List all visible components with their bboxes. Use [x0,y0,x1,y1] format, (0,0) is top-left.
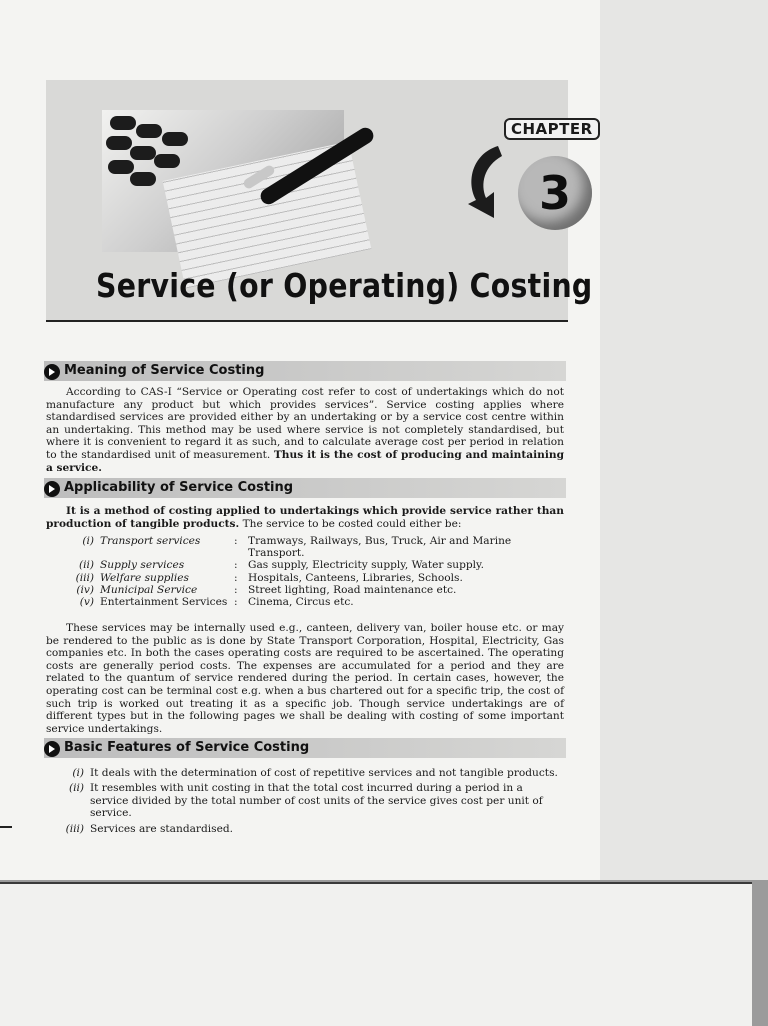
chapter-number-circle [518,156,592,230]
service-types-list [56,535,568,608]
list-item-number: (i) [82,535,94,547]
list-item-desc: Tramways, Railways, Bus, Truck, Air and Marine Transport. [248,535,512,560]
section-heading-meaning [44,361,566,381]
list-item-colon: : [234,596,238,609]
list-item-desc: Hospitals, Canteens, Libraries, Schools. [248,571,463,584]
applicability-paragraph: These services may be internally used e.g., canteen, delivery van, boiler house etc. or may be rendered to the public as is done by State Transport Corporation, Hospital, Electricity, Gas companies etc. In both the cases operating costs are required to be ascertained. The operating costs are generally period costs. The expenses are accumulated for a period and they are related to the quantum of service rendered during the period. In certain cases, however, the operating cost can be terminal cost e.g. when a bus chartered out for a specific trip, the cost of such trip is worked out treating it as a specific job. Though service undertakings are of different types but in the following pages we shall be dealing with costing of some important service undertakings. [46,622,564,735]
list-item-text: Services are standardised. [90,822,234,835]
play-bullet-icon [44,364,60,380]
section-heading-applicability [44,478,566,498]
list-item [56,584,568,596]
section-heading-text: Basic Features of Service Costing [64,740,310,755]
list-item-desc: Cinema, Circus etc. [248,596,354,609]
calculator-pen-photo [102,110,344,252]
next-page-edge [0,882,752,1026]
list-item [52,823,564,835]
chapter-number: 3 [538,166,571,220]
section-heading-text: Meaning of Service Costing [64,363,265,378]
list-item-text: It deals with the determination of cost of repetitive services and not tangible products. [90,767,558,779]
chapter-header [46,80,593,322]
list-item-name: Entertainment Services [100,596,228,609]
list-item-desc: Gas supply, Electricity supply, Water supply. [248,559,484,572]
section-heading-features [44,738,566,758]
list-item-number: (v) [79,596,94,609]
chapter-badge [456,116,593,236]
list-item-number: (i) [72,767,84,779]
scan-background [600,0,768,880]
curved-arrow-icon [464,142,510,222]
list-item-number: (ii) [68,782,84,795]
list-item-colon: : [234,559,238,572]
list-item-colon: : [234,571,238,584]
meaning-text: According to CAS-I “Service or Operating cost refer to cost of undertakings which do not manufacture any product but which provides services”. Service costing applies where standardised services are provided either by an undertaking or by a service cost centre within an undertaking. This method may be used where service is not completely standardised, but where it is convenient to regard it as such, and to calculate average cost per period in relation to the standardised unit of measurement. [46,386,564,461]
applicability-intro [46,505,564,530]
list-item-number: (iv) [76,583,94,596]
list-item-desc: Street lighting, Road maintenance etc. [248,583,457,596]
list-item-name: Transport services [100,535,201,547]
applicability-bold-text: It is a method of costing applied to undertakings which provide service rather than production of tangible products. [46,505,564,530]
play-bullet-icon [44,741,60,757]
calculator-key [110,116,136,130]
list-item [56,535,568,559]
calculator-key [108,160,134,174]
calculator-key [154,154,180,168]
calculator-key [130,172,156,186]
meaning-bold-text: Thus it is the cost of producing and maintaining a service. [46,448,564,474]
features-list [52,767,564,838]
list-item-number: (ii) [78,559,94,572]
list-item-number: (iii) [65,822,84,835]
calculator-key [130,146,156,160]
list-item-name: Welfare supplies [100,571,189,584]
list-item-name: Supply services [100,559,185,572]
play-bullet-icon [44,481,60,497]
list-item [56,559,568,571]
calculator-key [162,132,188,146]
margin-mark [0,826,12,828]
list-item [56,572,568,584]
list-item-number: (iii) [75,571,94,584]
chapter-label: CHAPTER [504,118,600,140]
list-item-colon: : [234,535,238,547]
applicability-intro-rest: The service to be costed could either be: [242,517,462,530]
list-item [52,767,564,779]
section-heading-text: Applicability of Service Costing [64,480,294,495]
chapter-title: Service (or Operating) Costing [96,266,593,305]
list-item [56,596,568,608]
list-item-colon: : [234,583,238,596]
list-item-text: It resembles with unit costing in that the total cost incurred during a period in a service divided by the total number of cost units of the service gives cost per unit of service. [90,782,543,820]
calculator-key [106,136,132,150]
calculator-key [136,124,162,138]
list-item [52,782,564,819]
list-item-name: Municipal Service [100,583,198,596]
meaning-paragraph [46,386,564,474]
